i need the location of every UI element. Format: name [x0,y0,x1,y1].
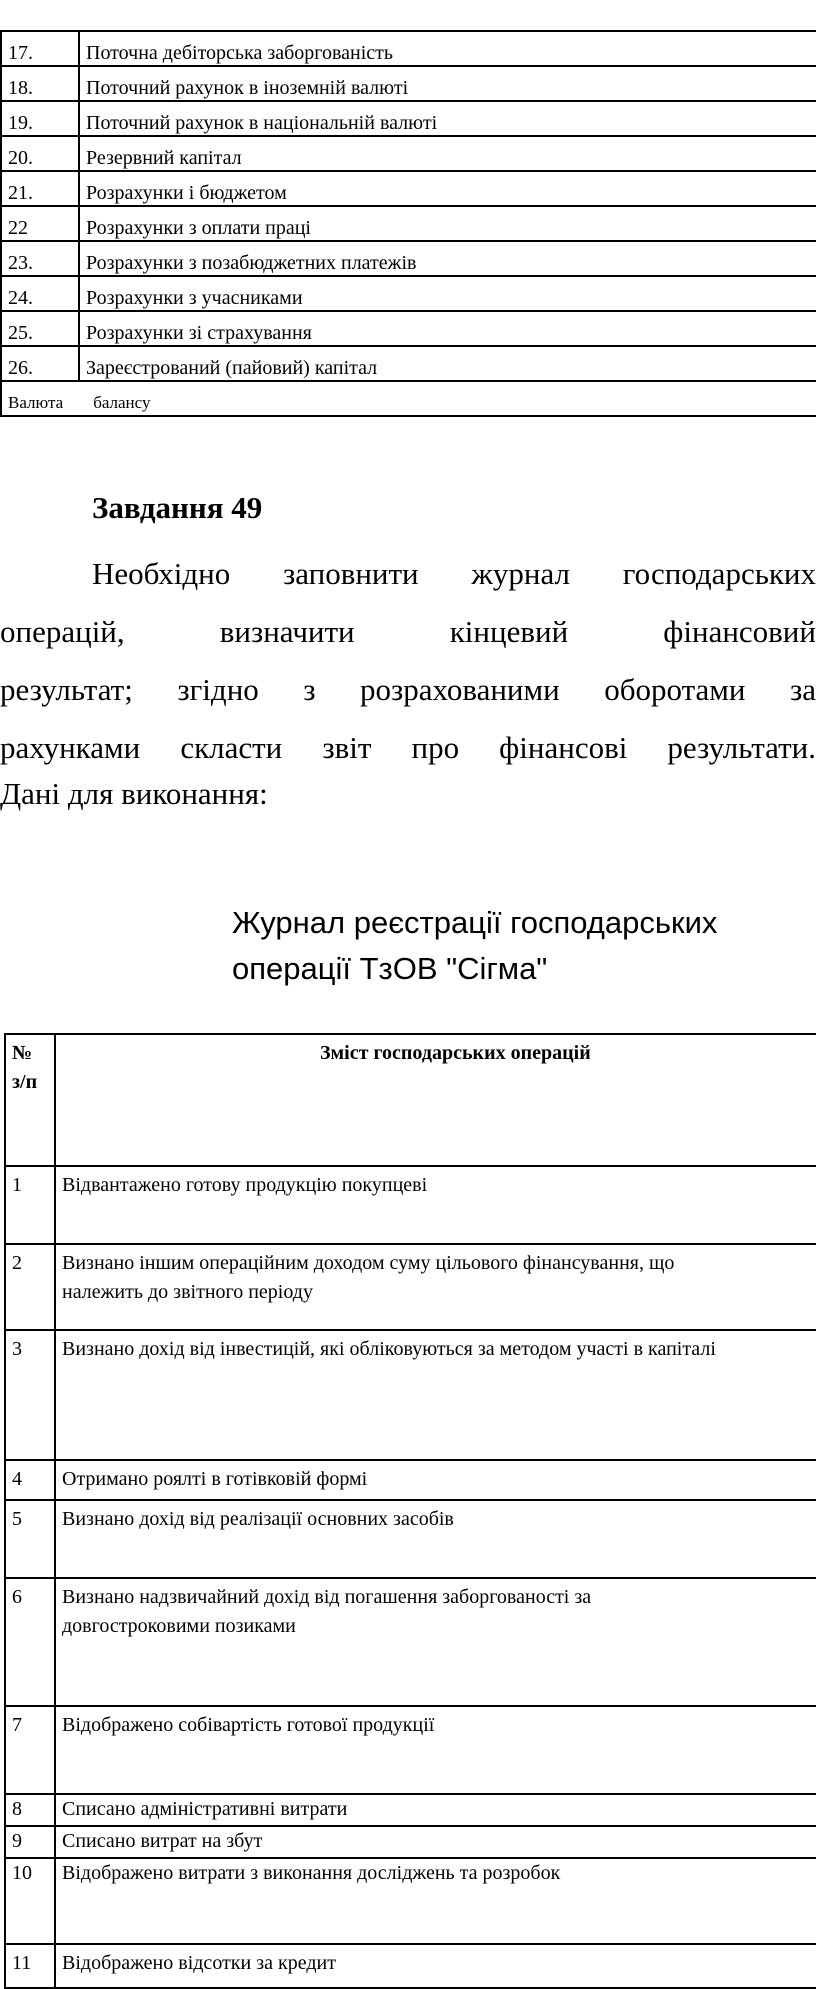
journal-title-line-1: Журнал реєстрації господарських [232,905,718,940]
row-number: 6 [5,1578,55,1706]
row-number: 22 [1,206,79,241]
table-row [1,101,816,136]
operation-text: Відображено собівартість готової продукції [55,1706,816,1794]
account-name: Розрахунки з оплати праці [79,206,816,241]
table-row [5,1944,816,1988]
table-row [5,1244,816,1330]
header-content: Зміст господарських операцій [55,1034,816,1166]
table-row [1,346,816,381]
header-number: № з/п [5,1034,55,1166]
table-row [5,1460,816,1500]
table-row [5,1826,816,1858]
table-row [5,1500,816,1578]
operation-text: Визнано іншим операційним доходом суму цільового фінансування, що належить до звітного періоду [55,1244,816,1330]
row-number: 26. [1,346,79,381]
row-number: 18. [1,66,79,101]
account-name: Розрахунки зі страхування [79,311,816,346]
operation-text: Визнано дохід від реалізації основних засобів [55,1500,816,1578]
row-number: 25. [1,311,79,346]
table-row [5,1706,816,1794]
row-number: 5 [5,1500,55,1578]
account-name: Резервний капітал [79,136,816,171]
balance-total-word2: балансу [93,393,151,412]
balance-total-row [1,381,816,416]
operation-text: Списано адміністративні витрати [55,1794,816,1826]
account-name: Поточний рахунок в національній валюті [79,101,816,136]
row-number: 24. [1,276,79,311]
operation-text: Списано витрат на збут [55,1826,816,1858]
task-description [0,545,816,777]
operation-text: Відображено витрати з виконання досліджень та розробок [55,1858,816,1944]
row-number: 1 [5,1166,55,1244]
table-row [1,66,816,101]
account-name: Поточний рахунок в іноземній валюті [79,66,816,101]
table-row [1,311,816,346]
task-title: Завдання 49 [92,490,263,525]
journal-header-row [5,1034,816,1166]
table-row [1,206,816,241]
table-row [1,241,816,276]
row-number: 7 [5,1706,55,1794]
operation-text: Визнано надзвичайний дохід від погашення заборгованості за довгостроковими позиками [55,1578,816,1706]
row-number: 9 [5,1826,55,1858]
table-row [5,1166,816,1244]
journal-title [232,900,717,992]
operation-text: Отримано роялті в готівковій формі [55,1460,816,1500]
task-line-3: результат; згідно з розрахованими оборотами за [0,672,816,707]
row-number: 11 [5,1944,55,1988]
balance-accounts-table [0,30,816,417]
table-row [5,1858,816,1944]
row-number: 2 [5,1244,55,1330]
row-number: 10 [5,1858,55,1944]
row-number: 21. [1,171,79,206]
account-name: Розрахунки і бюджетом [79,171,816,206]
balance-total-label [1,381,816,416]
data-label: Дані для виконання: [0,776,268,811]
table-row [1,31,816,66]
table-row [1,276,816,311]
row-number: 4 [5,1460,55,1500]
operation-text: Визнано дохід від інвестицій, які обліковуються за методом участі в капіталі [55,1330,816,1460]
account-name: Поточна дебіторська заборгованість [79,31,816,66]
table-row [5,1330,816,1460]
account-name: Зареєстрований (пайовий) капітал [79,346,816,381]
account-name: Розрахунки з учасниками [79,276,816,311]
row-number: 17. [1,31,79,66]
table-row [1,171,816,206]
task-line-4: рахунками скласти звіт про фінансові результати. [0,730,816,765]
table-row [5,1794,816,1826]
table-row [5,1578,816,1706]
row-number: 8 [5,1794,55,1826]
row-number: 23. [1,241,79,276]
journal-title-line-2: операції ТзОВ "Сігма" [232,951,548,986]
operation-text: Відвантажено готову продукцію покупцеві [55,1166,816,1244]
table-row [1,136,816,171]
operation-text: Відображено відсотки за кредит [55,1944,816,1988]
journal-table [4,1033,816,1989]
balance-total-word1: Валюта [8,393,64,412]
account-name: Розрахунки з позабюджетних платежів [79,241,816,276]
task-line-1: Необхідно заповнити журнал господарських [92,556,816,591]
row-number: 20. [1,136,79,171]
task-line-2: операцій, визначити кінцевий фінансовий [0,614,816,649]
row-number: 3 [5,1330,55,1460]
row-number: 19. [1,101,79,136]
